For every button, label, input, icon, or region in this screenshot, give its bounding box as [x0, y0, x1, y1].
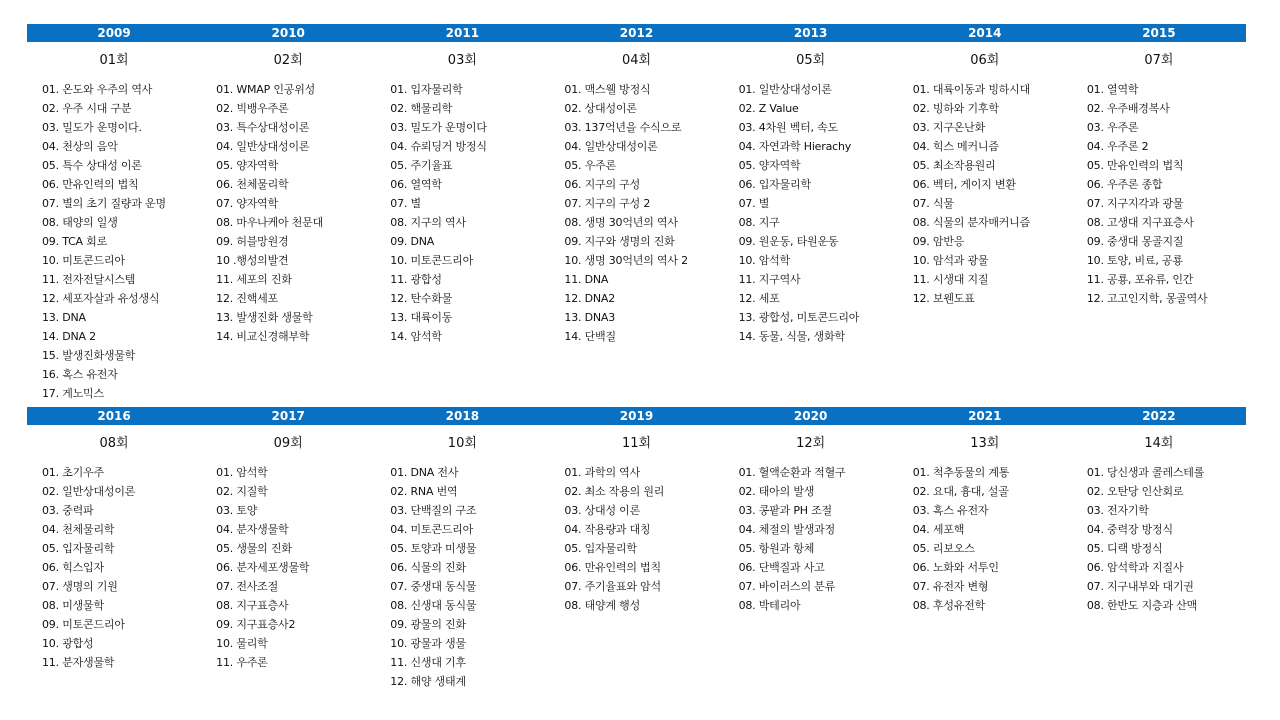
- topic-item: 06. 지구의 구성: [564, 178, 641, 191]
- topic-item: 01. 맥스웰 방정식: [564, 83, 651, 96]
- topic-item: 01. 당신생과 콜레스테롤: [1086, 466, 1205, 479]
- year-bar: [27, 407, 1246, 425]
- topic-item: 03. 우주론: [1086, 121, 1139, 134]
- topic-item: 16. 혹스 유전자: [42, 368, 118, 381]
- session-column: [375, 42, 549, 403]
- topic-item: 07. 중생대 동식물: [390, 580, 477, 593]
- topic-item: 02. Z Value: [738, 102, 799, 115]
- timeline-block-2016-2022: [27, 407, 1246, 691]
- topic-item: 04. 체절의 발생과정: [738, 523, 836, 536]
- topic-item: 07. 전사조절: [216, 580, 279, 593]
- topic-item: 07. 별의 초기 질량과 운명: [42, 197, 166, 210]
- topic-item: 03. 밀도가 운명이다.: [42, 121, 142, 134]
- topic-item: 06. 만유인력의 법칙: [564, 561, 661, 574]
- topic-item: 05. 항원과 항체: [738, 542, 815, 555]
- topic-item: 08. 고생대 지구표층사: [1086, 216, 1194, 229]
- session-label: 04회: [621, 53, 652, 68]
- topic-item: 03. 4차원 벡터, 속도: [738, 121, 838, 134]
- topic-item: 13. 대륙이동: [390, 311, 453, 324]
- topic-item: 05. 우주론: [564, 159, 616, 172]
- topic-item: 04. 천상의 음악: [42, 140, 118, 153]
- topic-item: 11. 우주론: [216, 656, 268, 669]
- topic-item: 09. 지구와 생명의 진화: [564, 235, 675, 248]
- topic-list: [27, 80, 201, 403]
- topic-item: 14. 단백질: [564, 330, 616, 343]
- topic-item: 15. 발생진화생물학: [42, 349, 136, 362]
- topic-item: 04. 분자생물학: [216, 523, 289, 536]
- session-column: [724, 425, 898, 691]
- topic-item: 11. 지구역사: [738, 273, 801, 286]
- topic-item: 02. 오탄당 인산회로: [1086, 485, 1184, 498]
- topic-item: 05. 입자물리학: [564, 542, 637, 555]
- topic-item: 07. 생명의 기원: [42, 580, 118, 593]
- session-label: 10회: [447, 436, 477, 451]
- topic-list: [201, 463, 375, 672]
- topic-item: 06. 힉스입자: [42, 561, 104, 574]
- session-label: 11회: [621, 436, 652, 451]
- topic-item: 02. 요대, 흉대, 설골: [912, 485, 1009, 498]
- session-label: 06회: [970, 53, 1000, 68]
- topic-item: 12. DNA2: [564, 292, 616, 305]
- topic-item: 10. 물리학: [216, 637, 268, 650]
- topic-item: 01. 입자물리학: [390, 83, 463, 96]
- topic-item: 17. 게노믹스: [42, 387, 104, 400]
- topic-item: 06. 입자물리학: [738, 178, 811, 191]
- topic-item: 02. 상대성이론: [564, 102, 637, 115]
- topic-item: 11. 분자생물학: [42, 656, 115, 669]
- topic-item: 03. 중력파: [42, 504, 94, 517]
- topic-item: 10. 미토콘드리아: [42, 254, 125, 267]
- session-column: [27, 425, 201, 691]
- year-label: 2016: [97, 409, 131, 423]
- year-label: 2011: [445, 26, 480, 40]
- topic-list: [549, 463, 723, 615]
- timeline-block-2009-2015: [27, 24, 1246, 403]
- topic-list: [724, 80, 898, 346]
- topic-item: 08. 식물의 분자매커니즘: [912, 216, 1031, 229]
- year-label: 2012: [619, 26, 654, 40]
- topic-item: 03. 밀도가 운명이다: [390, 121, 487, 134]
- session-columns: [27, 425, 1246, 691]
- topic-item: 01. 대륙이동과 빙하시대: [912, 83, 1031, 96]
- year-label: 2022: [1142, 409, 1176, 423]
- year-bar: [27, 24, 1246, 42]
- topic-item: 09. 미토콘드리아: [42, 618, 125, 631]
- topic-item: 11. 신생대 기후: [390, 656, 466, 669]
- session-label: 01회: [99, 53, 129, 68]
- topic-list: [375, 463, 549, 691]
- topic-item: 11. DNA: [564, 273, 609, 286]
- topic-item: 03. 혹스 유전자: [912, 504, 989, 517]
- topic-item: 01. 열역학: [1086, 83, 1139, 96]
- topic-item: 01. 혈액순환과 적혈구: [738, 466, 846, 479]
- topic-item: 07. 양자역학: [216, 197, 279, 210]
- topic-item: 02. 최소 작용의 원리: [564, 485, 665, 498]
- topic-item: 04. 우주론 2: [1086, 140, 1149, 153]
- topic-item: 07. 별: [738, 197, 770, 210]
- topic-item: 11. 시생대 지질: [912, 273, 989, 286]
- topic-item: 12. 해양 생태계: [390, 675, 466, 688]
- topic-item: 13. 발생진화 생물학: [216, 311, 313, 324]
- topic-item: 11. 광합성: [390, 273, 442, 286]
- topic-item: 02. 우주배경복사: [1086, 102, 1170, 115]
- topic-item: 01. DNA 전사: [390, 466, 459, 479]
- topic-item: 04. 자연과학 Hierachy: [738, 140, 852, 153]
- topic-item: 10. 미토콘드리아: [390, 254, 474, 267]
- topic-item: 12. 보웬도표: [912, 292, 975, 305]
- topic-item: 03. 지구온난화: [912, 121, 986, 134]
- session-label: 07회: [1144, 53, 1174, 68]
- year-label: 2020: [793, 409, 828, 423]
- year-label: 2009: [97, 26, 131, 40]
- topic-item: 03. 콩팥과 PH 조절: [738, 504, 832, 517]
- topic-item: 03. 단백질의 구조: [390, 504, 477, 517]
- topic-item: 05. 디랙 방정식: [1086, 542, 1163, 555]
- topic-item: 09. 원운동, 타원운동: [738, 235, 839, 248]
- session-column: [1072, 425, 1246, 691]
- topic-item: 01. 초기우주: [42, 466, 104, 479]
- year-label: 2013: [793, 26, 828, 40]
- topic-list: [1072, 80, 1246, 308]
- session-label: 05회: [796, 53, 826, 68]
- topic-item: 03. 137억년을 수식으로: [564, 121, 682, 134]
- topic-item: 04. 슈뢰딩거 방정식: [390, 140, 487, 153]
- session-label: 09회: [273, 436, 303, 451]
- topic-item: 05. 리보오스: [912, 542, 975, 555]
- topic-list: [898, 80, 1072, 308]
- topic-item: 10. 광합성: [42, 637, 94, 650]
- topic-item: 10. 광물과 생물: [390, 637, 466, 650]
- topic-item: 08. 지구의 역사: [390, 216, 466, 229]
- topic-item: 10. 생명 30억년의 역사 2: [564, 254, 688, 267]
- session-label: 12회: [796, 436, 826, 451]
- session-column: [1072, 42, 1246, 403]
- topic-item: 08. 한반도 지층과 산맥: [1086, 599, 1198, 612]
- session-column: [27, 42, 201, 403]
- topic-item: 08. 생명 30억년의 역사: [564, 216, 678, 229]
- session-column: [201, 42, 375, 403]
- topic-item: 02. 지질학: [216, 485, 268, 498]
- topic-item: 06. 노화와 서투인: [912, 561, 999, 574]
- topic-item: 04. 세포핵: [912, 523, 965, 536]
- topic-item: 06. 단백질과 사고: [738, 561, 825, 574]
- topic-item: 07. 식물: [912, 197, 954, 210]
- topic-item: 02. 핵물리학: [390, 102, 453, 115]
- topic-item: 14. 비교신경해부학: [216, 330, 310, 343]
- topic-item: 05. 토양과 미생물: [390, 542, 477, 555]
- topic-item: 11. 전자전달시스템: [42, 273, 136, 286]
- topic-item: 06. 우주론 종합: [1086, 178, 1163, 191]
- topic-item: 06. 벡터, 게이지 변환: [912, 178, 1016, 191]
- topic-item: 10. 암석과 광물: [912, 254, 989, 267]
- session-label: 08회: [99, 436, 129, 451]
- topic-item: 07. 바이러스의 분류: [738, 580, 836, 593]
- topic-item: 08. 태양의 일생: [42, 216, 118, 229]
- topic-item: 01. 암석학: [216, 466, 268, 479]
- topic-item: 08. 신생대 동식물: [390, 599, 477, 612]
- topic-item: 09. 지구표층사2: [216, 618, 296, 631]
- topic-item: 01. 척추동물의 계통: [912, 466, 1010, 479]
- topic-item: 09. TCA 회로: [42, 235, 108, 248]
- topic-item: 05. 양자역학: [738, 159, 801, 172]
- topic-item: 02. 우주 시대 구분: [42, 102, 132, 115]
- topic-list: [375, 80, 549, 346]
- topic-item: 10. 암석학: [738, 254, 791, 267]
- topic-item: 07. 지구내부와 대기권: [1086, 580, 1194, 593]
- session-column: [724, 42, 898, 403]
- topic-list: [27, 463, 201, 672]
- session-column: [549, 42, 723, 403]
- topic-item: 03. 상대성 이론: [564, 504, 641, 517]
- topic-item: 02. 태아의 발생: [738, 485, 815, 498]
- topic-item: 08. 태양계 행성: [564, 599, 641, 612]
- topic-item: 06. 열역학: [390, 178, 442, 191]
- topic-item: 03. 특수상대성이론: [216, 121, 310, 134]
- topic-item: 05. 주기율표: [390, 159, 453, 172]
- topic-item: 08. 지구: [738, 216, 780, 229]
- topic-item: 07. 지구지각과 광물: [1086, 197, 1184, 210]
- topic-item: 01. 일반상대성이론: [738, 83, 832, 96]
- topic-item: 07. 주기율표와 암석: [564, 580, 661, 593]
- topic-item: 01. WMAP 인공위성: [216, 83, 316, 96]
- session-label: 13회: [970, 436, 1000, 451]
- topic-item: 08. 지구표층사: [216, 599, 289, 612]
- year-label: 2014: [968, 26, 1002, 40]
- year-label: 2019: [619, 409, 654, 423]
- topic-list: [549, 80, 723, 346]
- topic-list: [201, 80, 375, 346]
- topic-item: 09. DNA: [390, 235, 435, 248]
- topic-item: 09. 광물의 진화: [390, 618, 466, 631]
- topic-item: 02. 빙하와 기후학: [912, 102, 999, 115]
- topic-list: [1072, 463, 1246, 615]
- topic-list: [898, 463, 1072, 615]
- topic-item: 12. 고고인지학, 몽골역사: [1086, 292, 1208, 305]
- topic-item: 14. 동물, 식물, 생화학: [738, 330, 845, 343]
- topic-item: 14. DNA 2: [42, 330, 96, 343]
- topic-item: 04. 일반상대성이론: [216, 140, 310, 153]
- topic-item: 09. 암반응: [912, 235, 965, 248]
- topic-item: 01. 온도와 우주의 역사: [42, 83, 153, 96]
- topic-item: 09. 중생대 몽골지질: [1086, 235, 1184, 248]
- topic-item: 12. 세포: [738, 292, 780, 305]
- year-label: 2015: [1142, 26, 1176, 40]
- topic-item: 01. 과학의 역사: [564, 466, 641, 479]
- topic-item: 04. 일반상대성이론: [564, 140, 658, 153]
- year-label: 2021: [968, 409, 1002, 423]
- topic-item: 05. 최소작용원리: [912, 159, 996, 172]
- session-label: 02회: [273, 53, 303, 68]
- topic-item: 03. 전자기학: [1086, 504, 1149, 517]
- topic-item: 02. 일반상대성이론: [42, 485, 136, 498]
- year-label: 2010: [271, 26, 305, 40]
- topic-item: 06. 식물의 진화: [390, 561, 466, 574]
- topic-item: 04. 천체물리학: [42, 523, 115, 536]
- topic-item: 08. 미생물학: [42, 599, 104, 612]
- topic-item: 05. 만유인력의 법칙: [1086, 159, 1184, 172]
- topic-item: 07. 별: [390, 197, 421, 210]
- topic-item: 03. 토양: [216, 504, 258, 517]
- topic-item: 05. 입자물리학: [42, 542, 115, 555]
- topic-item: 08. 후성유전학: [912, 599, 986, 612]
- topic-item: 12. 세포자살과 유성생식: [42, 292, 160, 305]
- session-column: [898, 425, 1072, 691]
- year-label: 2018: [445, 409, 480, 423]
- topic-item: 06. 만유인력의 법칙: [42, 178, 139, 191]
- topic-list: [724, 463, 898, 615]
- topic-item: 11. 공룡, 포유류, 인간: [1086, 273, 1194, 286]
- session-column: [549, 425, 723, 691]
- topic-item: 09. 허블망원경: [216, 235, 289, 248]
- topic-item: 04. 힉스 메커니즘: [912, 140, 999, 153]
- topic-item: 04. 작용량과 대칭: [564, 523, 651, 536]
- topic-item: 13. 광합성, 미토콘드리아: [738, 311, 860, 324]
- topic-item: 02. RNA 번역: [390, 485, 458, 498]
- topic-item: 12. 진핵세포: [216, 292, 279, 305]
- topic-item: 04. 미토콘드리아: [390, 523, 474, 536]
- year-label: 2017: [271, 409, 305, 423]
- topic-item: 06. 암석학과 지질사: [1086, 561, 1184, 574]
- topic-item: 12. 탄수화물: [390, 292, 453, 305]
- topic-item: 06. 분자세포생물학: [216, 561, 310, 574]
- topic-item: 07. 유전자 변형: [912, 580, 989, 593]
- session-label: 03회: [447, 53, 477, 68]
- topic-item: 02. 빅뱅우주론: [216, 102, 289, 115]
- topic-item: 05. 생물의 진화: [216, 542, 292, 555]
- topic-item: 10 .행성의발견: [216, 254, 289, 267]
- topic-item: 06. 천체물리학: [216, 178, 289, 191]
- topic-item: 05. 특수 상대성 이론: [42, 159, 142, 172]
- topic-item: 05. 양자역학: [216, 159, 279, 172]
- session-columns: [27, 42, 1246, 403]
- topic-item: 08. 박테리아: [738, 599, 801, 612]
- topic-item: 10. 토양, 비료, 공룡: [1086, 254, 1183, 267]
- topic-item: 07. 지구의 구성 2: [564, 197, 651, 210]
- topic-item: 14. 암석학: [390, 330, 442, 343]
- topic-item: 04. 중력장 방정식: [1086, 523, 1173, 536]
- topic-item: 08. 마우나케아 천문대: [216, 216, 324, 229]
- session-column: [375, 425, 549, 691]
- session-column: [201, 425, 375, 691]
- topic-item: 13. DNA: [42, 311, 86, 324]
- session-label: 14회: [1144, 436, 1174, 451]
- topic-item: 13. DNA3: [564, 311, 616, 324]
- topic-item: 11. 세포의 진화: [216, 273, 292, 286]
- session-column: [898, 42, 1072, 403]
